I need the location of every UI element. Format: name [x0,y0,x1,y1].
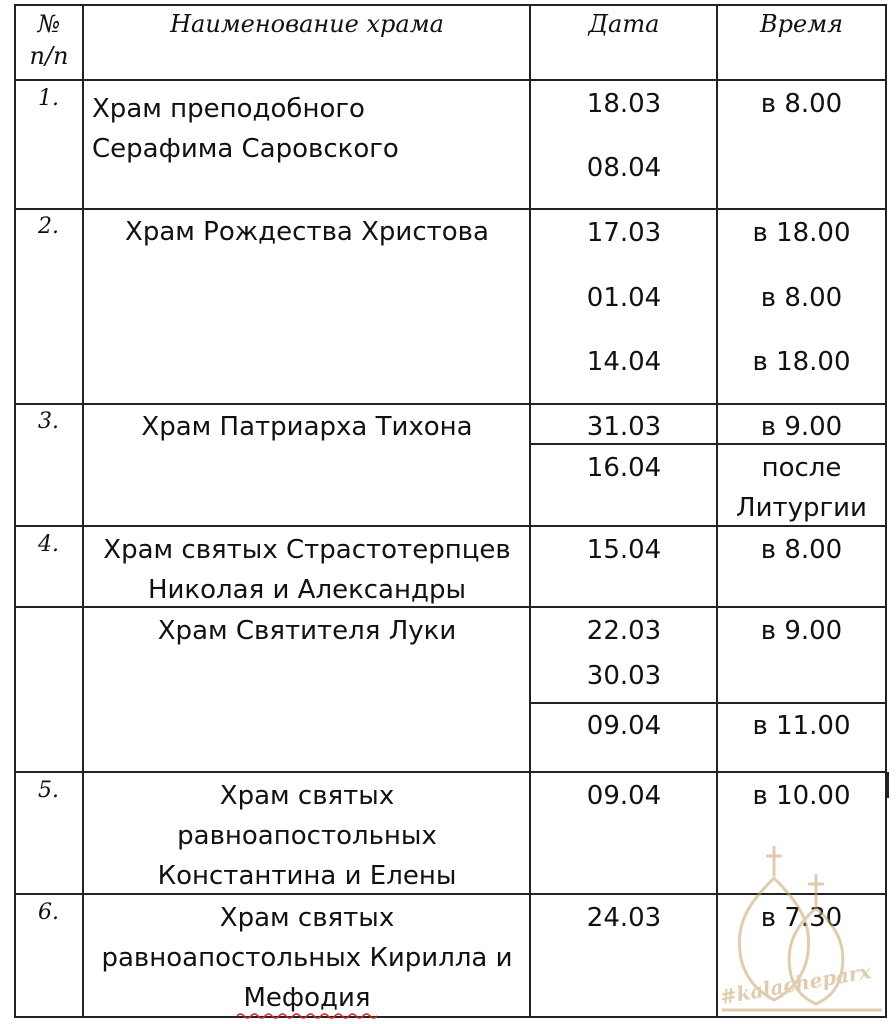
table-border-left [14,4,16,1018]
row-luki-bottom-rule [14,771,886,773]
service-date: 09.04 [586,711,662,741]
spellcheck-squiggle [237,1012,377,1020]
row-number: 6. [38,900,59,925]
church-name: Храм святых равноапостольных Кирилла и Мефодия [101,903,513,1013]
row-number: 1. [38,86,59,111]
church-name: Храм Святителя Луки [157,616,457,646]
service-date: 01.04 [586,283,662,313]
header-bottom-rule [14,79,886,81]
service-time: в 9.00 [760,616,843,646]
row-number: 5. [38,778,59,803]
service-time: после Литургии [736,453,867,523]
service-time: в 18.00 [752,347,851,377]
service-date: 30.03 [586,661,662,691]
watermark-label: #kalacheparx [717,958,873,1010]
service-time: в 11.00 [752,711,851,741]
church-name: Храм преподобного Серафима Саровского [92,94,399,164]
header-number-label: № п/п [29,10,69,70]
service-date: 24.03 [586,903,662,933]
service-time: в 18.00 [752,218,851,248]
service-time: в 9.00 [760,412,843,442]
margin-mark [887,772,889,798]
header-name-label: Наименование храма [170,10,444,38]
service-time: в 7.30 [760,903,843,933]
row-2-bottom-rule [14,403,886,405]
service-date: 18.03 [586,89,662,119]
service-time: в 8.00 [760,89,843,119]
church-name: Храм святых Страстотерпцев Николая и Александры [103,535,511,605]
row-number: 2. [38,214,59,239]
service-date: 16.04 [586,453,662,483]
service-date: 09.04 [586,781,662,811]
church-name: Храм святых равноапостольных Константина и Елены [157,781,457,891]
service-time: в 10.00 [752,781,851,811]
row-number: 3. [38,409,59,434]
service-date: 17.03 [586,218,662,248]
church-name: Храм Патриарха Тихона [141,412,473,442]
row-1-bottom-rule [14,208,886,210]
service-time: в 8.00 [760,535,843,565]
header-date-label: Дата [588,10,660,38]
table-border-top [14,4,886,6]
service-date: 08.04 [586,153,662,183]
service-date: 14.04 [586,347,662,377]
service-date: 15.04 [586,535,662,565]
service-date: 31.03 [586,412,662,442]
service-date: 22.03 [586,616,662,646]
row-number: 4. [38,532,59,557]
church-domes-watermark-icon [712,840,892,1020]
row-luki-inner-rule [530,702,886,704]
church-name: Храм Рождества Христова [125,217,489,247]
header-time-label: Время [760,10,843,38]
service-time: в 8.00 [760,283,843,313]
